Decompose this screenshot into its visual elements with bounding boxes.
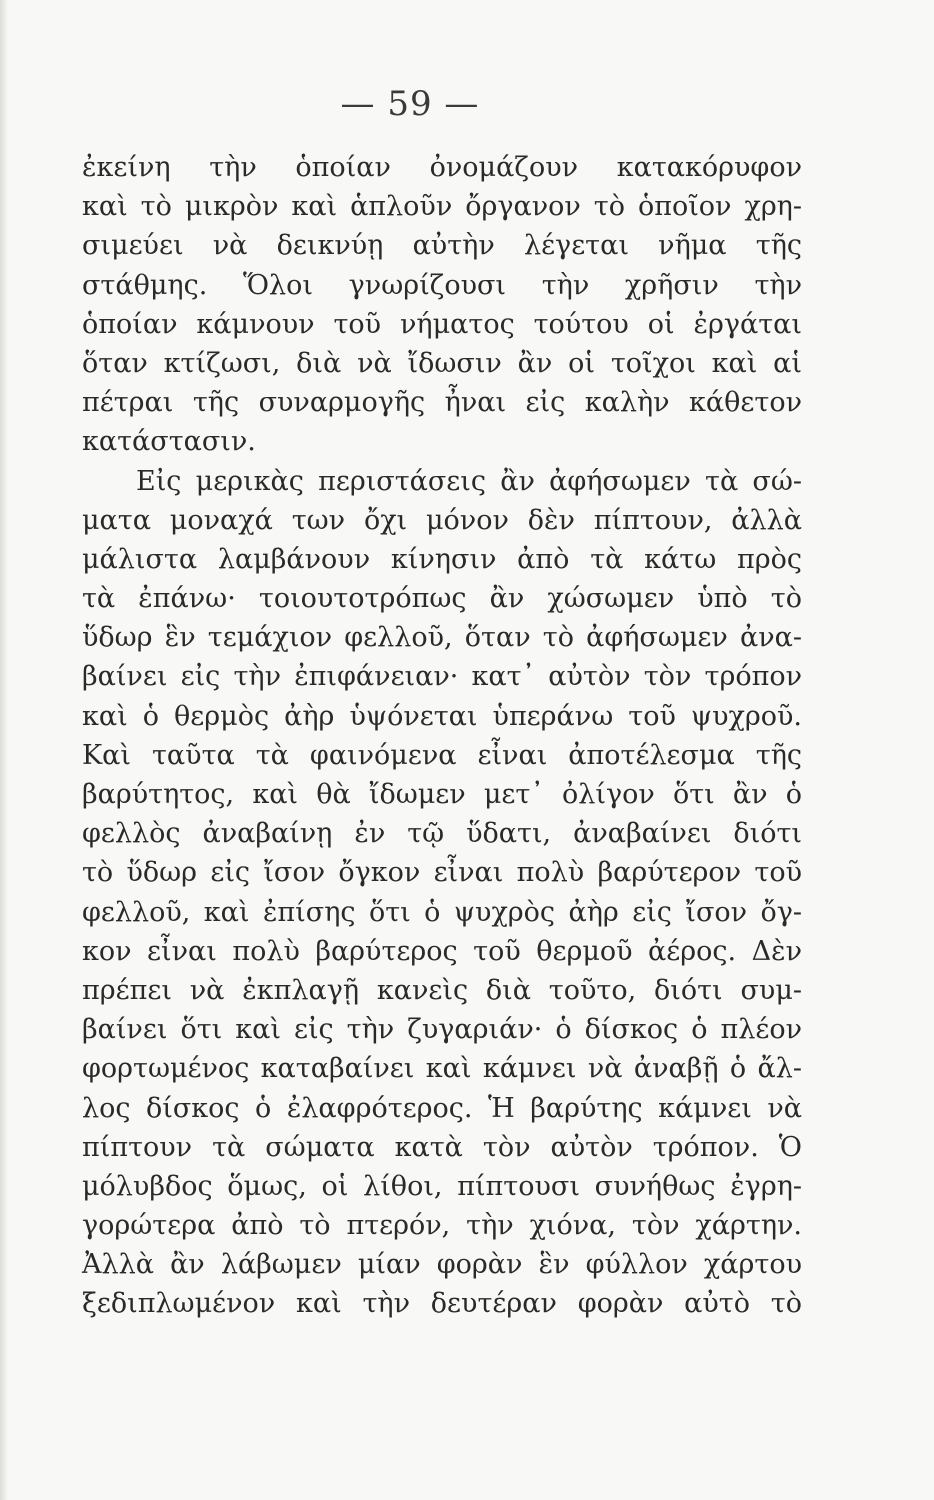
page-number: — 59 — <box>340 84 480 124</box>
text-line: πέτραι τῆς συναρμογῆς ἦναι εἰς καλὴν κάθετον <box>82 387 802 419</box>
text-line: τὸ ὕδωρ εἰς ἴσον ὄγκον εἶναι πολὺ βαρύτερον τοῦ <box>82 857 802 889</box>
text-line: ὁποίαν κάμνουν τοῦ νήματος τούτου οἱ ἐργάται <box>82 308 802 340</box>
text-line: ἐκείνη τὴν ὁποίαν ὀνομάζουν κατακόρυφον <box>82 152 802 183</box>
paragraph-start-line: Εἰς μερικὰς περιστάσεις ἂν ἀφήσωμεν τὰ σώ- <box>136 465 802 497</box>
text-line: λος δίσκος ὁ ἐλαφρότερος. Ἡ βαρύτης κάμνει νὰ <box>82 1092 802 1124</box>
text-line: Ἀλλὰ ἂν λάβωμεν μίαν φορὰν ἓν φύλλον χάρτου <box>82 1249 802 1281</box>
text-line: πίπτουν τὰ σώματα κατὰ τὸν αὐτὸν τρόπον. Ὁ <box>82 1131 802 1163</box>
text-line: τὰ ἐπάνω· τοιουτοτρόπως ἂν χώσωμεν ὑπὸ τὸ <box>82 583 802 615</box>
text-line: φελλὸς ἀναβαίνῃ ἐν τῷ ὕδατι, ἀναβαίνει διότι <box>82 818 802 850</box>
text-line: ὅταν κτίζωσι, διὰ νὰ ἴδωσιν ἂν οἱ τοῖχοι καὶ αἱ <box>82 347 802 379</box>
text-line: ματα μοναχά των ὄχι μόνον δὲν πίπτουν, ἀλλὰ <box>82 504 802 536</box>
body-text <box>82 148 802 1324</box>
text-line: μάλιστα λαμβάνουν κίνησιν ἀπὸ τὰ κάτω πρὸς <box>82 543 802 575</box>
text-line: ξεδιπλωμένον καὶ τὴν δευτέραν φορὰν αὐτὸ τὸ <box>82 1288 802 1320</box>
text-line: στάθμης. Ὅλοι γνωρίζουσι τὴν χρῆσιν τὴν <box>82 269 802 301</box>
text-line: πρέπει νὰ ἐκπλαγῇ κανεὶς διὰ τοῦτο, διότι συμ- <box>82 974 802 1006</box>
text-line: καὶ ὁ θερμὸς ἀὴρ ὑψόνεται ὑπεράνω τοῦ ψυχροῦ. <box>82 700 802 732</box>
text-line: κατάστασιν. <box>82 426 256 458</box>
text-line: βαρύτητος, καὶ θὰ ἴδωμεν μετ᾽ ὀλίγον ὅτι ἂν ὁ <box>82 779 802 810</box>
text-line: καὶ τὸ μικρὸν καὶ ἁπλοῦν ὄργανον τὸ ὁποῖον χρη- <box>82 191 802 223</box>
text-line: βαίνει εἰς τὴν ἐπιφάνειαν· κατ᾽ αὐτὸν τὸν τρόπον <box>82 661 802 693</box>
text-line: φελλοῦ, καὶ ἐπίσης ὅτι ὁ ψυχρὸς ἀὴρ εἰς ἴσον ὄγ- <box>82 896 802 928</box>
text-line: φορτωμένος καταβαίνει καὶ κάμνει νὰ ἀναβῇ ὁ ἄλ- <box>82 1053 802 1085</box>
text-line: βαίνει ὅτι καὶ εἰς τὴν ζυγαριάν· ὁ δίσκος ὁ πλέον <box>82 1014 802 1046</box>
page-edge-shadow <box>0 0 8 1500</box>
text-line: κον εἶναι πολὺ βαρύτερος τοῦ θερμοῦ ἀέρος. Δὲν <box>82 935 802 967</box>
text-line: γορώτερα ἀπὸ τὸ πτερόν, τὴν χιόνα, τὸν χάρτην. <box>82 1210 802 1242</box>
text-line: ὕδωρ ἓν τεμάχιον φελλοῦ, ὅταν τὸ ἀφήσωμεν ἀνα- <box>82 622 802 654</box>
text-line: σιμεύει νὰ δεικνύῃ αὐτὴν λέγεται νῆμα τῆς <box>82 230 802 262</box>
text-line: μόλυβδος ὅμως, οἱ λίθοι, πίπτουσι συνήθως ἐγρη- <box>82 1170 802 1202</box>
text-line: Καὶ ταῦτα τὰ φαινόμενα εἶναι ἀποτέλεσμα τῆς <box>82 739 802 771</box>
